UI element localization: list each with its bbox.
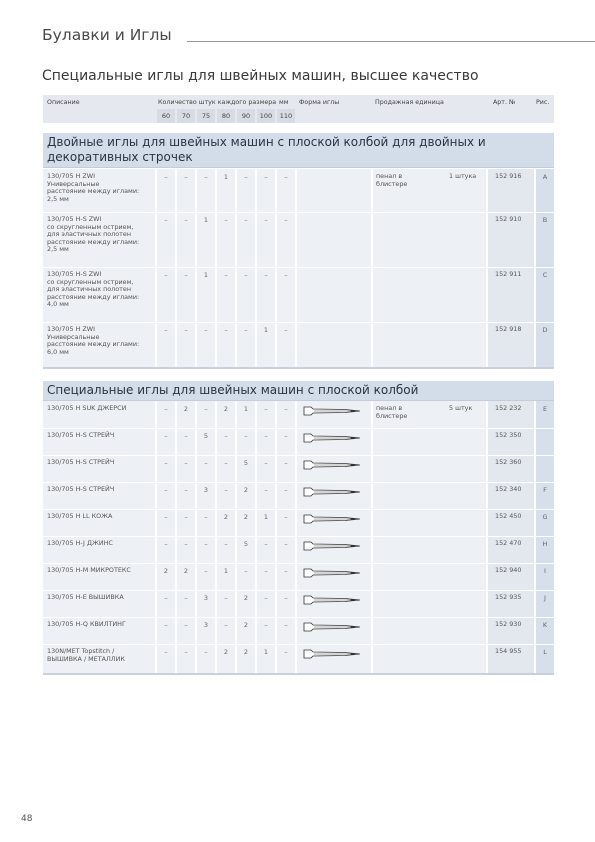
table2-title: Специальные иглы для швейных машин с плоской колбой xyxy=(43,381,554,401)
quantity-cell: 2 xyxy=(183,405,189,413)
quantity-cell: – xyxy=(224,540,228,548)
needle-shape-icon xyxy=(303,594,361,606)
special-needles-table xyxy=(43,381,554,673)
quantity-cell: 1 xyxy=(263,648,269,656)
figure-letter: B xyxy=(542,216,548,224)
row-description: 130/705 H ZWI Универсальные расстояние между иглами: 2,5 мм xyxy=(47,172,140,203)
quantity-cell: – xyxy=(204,513,208,521)
quantity-cell: – xyxy=(184,540,188,548)
row-description: 130/705 H-M МИКРОТЕКС xyxy=(47,566,131,574)
page-subtitle: Специальные иглы для швейных машин, высшее качество xyxy=(42,68,479,84)
quantity-cell: – xyxy=(184,326,188,334)
quantity-cell: – xyxy=(204,648,208,656)
article-number: 152 940 xyxy=(495,566,522,574)
quantity-cell: – xyxy=(224,459,228,467)
quantity-cell: – xyxy=(164,459,168,467)
needle-shape-icon xyxy=(303,567,361,579)
description-column xyxy=(43,401,155,673)
quantity-cell: – xyxy=(204,326,208,334)
quantity-cell: – xyxy=(184,486,188,494)
quantity-cell: – xyxy=(284,648,288,656)
quantity-column xyxy=(177,401,195,673)
quantity-cell: 3 xyxy=(203,621,209,629)
quantity-cell: – xyxy=(244,216,248,224)
quantity-cell: 2 xyxy=(183,567,189,575)
quantity-cell: – xyxy=(164,326,168,334)
quantity-cell: – xyxy=(284,216,288,224)
article-number: 152 910 xyxy=(495,215,522,223)
quantity-cell: – xyxy=(284,432,288,440)
quantity-column xyxy=(257,169,275,367)
row-description: 130/705 H-S СТРЕЙЧ xyxy=(47,458,115,466)
figure-letter: A xyxy=(542,173,548,181)
quantity-cell: – xyxy=(284,459,288,467)
row-separator xyxy=(43,267,554,268)
row-description: 130/705 H-S СТРЕЙЧ xyxy=(47,485,115,493)
header-rule xyxy=(187,41,595,42)
table-bottom-shadow xyxy=(43,673,554,675)
quantity-cell: – xyxy=(164,540,168,548)
quantity-cell: – xyxy=(284,540,288,548)
needle-shape-icon xyxy=(303,648,361,660)
quantity-cell: – xyxy=(264,173,268,181)
quantity-cell: – xyxy=(204,173,208,181)
size-header-value: 100 xyxy=(259,112,273,120)
quantity-column xyxy=(237,401,255,673)
quantity-cell: 1 xyxy=(203,216,209,224)
quantity-cell: – xyxy=(164,621,168,629)
needle-shape-icon xyxy=(303,405,361,417)
quantity-cell: – xyxy=(184,271,188,279)
article-number: 154 955 xyxy=(495,647,522,655)
quantity-cell: 1 xyxy=(263,513,269,521)
quantity-cell: – xyxy=(184,621,188,629)
sale-unit-text: 1 штука xyxy=(449,172,477,180)
size-header-value: 60 xyxy=(161,112,171,120)
figure-letter: C xyxy=(542,271,548,279)
quantity-cell: 2 xyxy=(223,648,229,656)
row-separator xyxy=(43,455,554,456)
quantity-cell: 2 xyxy=(243,513,249,521)
figure-letter: K xyxy=(542,621,548,629)
header-shape: Форма иглы xyxy=(299,99,340,106)
quantity-cell: 5 xyxy=(243,459,249,467)
quantity-cell: 2 xyxy=(243,486,249,494)
quantity-cell: – xyxy=(224,621,228,629)
twin-needles-table xyxy=(43,133,554,367)
article-column xyxy=(488,169,534,367)
quantity-cell: – xyxy=(264,594,268,602)
figure-letter: I xyxy=(544,567,546,575)
needle-shape-icon xyxy=(303,540,361,552)
article-column xyxy=(488,401,534,673)
quantity-cell: – xyxy=(204,567,208,575)
row-separator xyxy=(43,212,554,213)
article-number: 152 935 xyxy=(495,593,522,601)
row-description: 130/705 H-S ZWI со скругленным острием, для эластичных полотен расстояние между иглами: 4,0 мм xyxy=(47,270,140,309)
quantity-cell: – xyxy=(264,486,268,494)
row-separator xyxy=(43,617,554,618)
quantity-cell: – xyxy=(204,459,208,467)
quantity-cell: – xyxy=(264,621,268,629)
quantity-cell: – xyxy=(284,621,288,629)
article-number: 152 340 xyxy=(495,485,522,493)
quantity-column xyxy=(217,169,235,367)
row-separator xyxy=(43,590,554,591)
quantity-cell: 1 xyxy=(243,405,249,413)
article-number: 152 930 xyxy=(495,620,522,628)
size-header-value: 110 xyxy=(279,112,293,120)
figure-letter: L xyxy=(543,648,547,656)
quantity-cell: – xyxy=(264,216,268,224)
header-unit-mm: мм xyxy=(279,99,289,106)
figure-letter: J xyxy=(544,594,546,602)
packaging-text: пенал в блистере xyxy=(376,404,408,420)
quantity-cell: – xyxy=(224,271,228,279)
article-number: 152 360 xyxy=(495,458,522,466)
header-quantity: Количество штук каждого размера xyxy=(158,99,277,106)
quantity-cell: – xyxy=(164,432,168,440)
article-number: 152 232 xyxy=(495,404,522,412)
quantity-cell: 3 xyxy=(203,594,209,602)
quantity-cell: – xyxy=(244,271,248,279)
quantity-cell: – xyxy=(204,540,208,548)
row-separator xyxy=(43,482,554,483)
needle-shape-icon xyxy=(303,486,361,498)
quantity-cell: – xyxy=(204,405,208,413)
size-header-value: 70 xyxy=(181,112,191,120)
quantity-cell: – xyxy=(224,326,228,334)
row-description: 130/705 H-Q КВИЛТИНГ xyxy=(47,620,126,628)
quantity-cell: – xyxy=(284,486,288,494)
quantity-cell: 2 xyxy=(243,648,249,656)
quantity-cell: 2 xyxy=(243,594,249,602)
article-number: 152 450 xyxy=(495,512,522,520)
quantity-cell: – xyxy=(184,459,188,467)
quantity-cell: – xyxy=(244,326,248,334)
quantity-column xyxy=(157,401,175,673)
page-number: 48 xyxy=(21,814,33,824)
quantity-cell: 1 xyxy=(203,271,209,279)
table-bottom-shadow xyxy=(43,367,554,369)
quantity-cell: – xyxy=(184,432,188,440)
quantity-column xyxy=(277,169,295,367)
row-separator xyxy=(43,428,554,429)
quantity-cell: – xyxy=(284,513,288,521)
figure-letter: D xyxy=(542,326,548,334)
row-separator xyxy=(43,509,554,510)
quantity-cell: – xyxy=(164,486,168,494)
quantity-cell: – xyxy=(164,594,168,602)
quantity-cell: – xyxy=(224,432,228,440)
quantity-cell: – xyxy=(184,648,188,656)
quantity-column xyxy=(177,169,195,367)
quantity-cell: – xyxy=(224,216,228,224)
table1-title: Двойные иглы для швейных машин с плоской колбой для двойных и декоративных строчек xyxy=(43,133,554,168)
header-article: Арт. № xyxy=(493,99,516,106)
sale-unit-column xyxy=(373,169,486,367)
quantity-cell: – xyxy=(164,648,168,656)
row-separator xyxy=(43,563,554,564)
needle-shape-icon xyxy=(303,513,361,525)
quantity-cell: – xyxy=(284,594,288,602)
figure-column xyxy=(536,401,554,673)
quantity-column xyxy=(197,401,215,673)
quantity-cell: – xyxy=(284,173,288,181)
page-header xyxy=(42,26,595,46)
quantity-cell: – xyxy=(164,405,168,413)
quantity-cell: 1 xyxy=(263,326,269,334)
article-number: 152 350 xyxy=(495,431,522,439)
quantity-cell: – xyxy=(284,326,288,334)
figure-column xyxy=(536,169,554,367)
quantity-cell: – xyxy=(244,173,248,181)
header-figure: Рис. xyxy=(536,99,550,106)
header-description: Описание xyxy=(47,99,80,106)
quantity-cell: – xyxy=(184,216,188,224)
quantity-column xyxy=(257,401,275,673)
header-sale-unit: Продажная единица xyxy=(375,99,444,106)
size-header-value: 80 xyxy=(221,112,231,120)
sale-unit-column xyxy=(373,401,486,673)
quantity-cell: – xyxy=(164,271,168,279)
quantity-column xyxy=(197,169,215,367)
quantity-cell: – xyxy=(264,540,268,548)
quantity-cell: 2 xyxy=(243,621,249,629)
row-description: 130/705 H-S СТРЕЙЧ xyxy=(47,431,115,439)
quantity-column xyxy=(277,401,295,673)
quantity-cell: – xyxy=(164,216,168,224)
figure-letter: H xyxy=(542,540,548,548)
quantity-cell: – xyxy=(224,594,228,602)
needle-shape-icon xyxy=(303,432,361,444)
quantity-cell: – xyxy=(184,173,188,181)
quantity-cell: 1 xyxy=(223,173,229,181)
quantity-cell: 1 xyxy=(223,567,229,575)
sale-unit-text: 5 штук xyxy=(449,404,473,412)
quantity-cell: 5 xyxy=(203,432,209,440)
article-number: 152 911 xyxy=(495,270,522,278)
quantity-cell: – xyxy=(264,271,268,279)
quantity-cell: – xyxy=(264,567,268,575)
page-title: Булавки и Иглы xyxy=(42,26,172,44)
article-number: 152 918 xyxy=(495,325,522,333)
quantity-cell: – xyxy=(164,173,168,181)
quantity-cell: 2 xyxy=(223,405,229,413)
row-separator xyxy=(43,644,554,645)
size-header-value: 75 xyxy=(201,112,211,120)
article-number: 152 470 xyxy=(495,539,522,547)
row-description: 130/705 H SUK ДЖЕРСИ xyxy=(47,404,127,412)
row-separator xyxy=(43,322,554,323)
row-description: 130/705 H-J ДЖИНС xyxy=(47,539,113,547)
row-description: 130/705 H LL КОЖА xyxy=(47,512,113,520)
quantity-cell: 2 xyxy=(223,513,229,521)
quantity-cell: – xyxy=(184,513,188,521)
quantity-column xyxy=(217,401,235,673)
quantity-cell: – xyxy=(264,459,268,467)
row-description: 130N/MET Topstitch / ВЫШИВКА / МЕТАЛЛИК xyxy=(47,647,125,663)
shape-column xyxy=(297,169,371,367)
quantity-cell: 3 xyxy=(203,486,209,494)
quantity-cell: – xyxy=(264,405,268,413)
figure-letter: F xyxy=(543,486,547,494)
article-number: 152 916 xyxy=(495,172,522,180)
quantity-cell: – xyxy=(224,486,228,494)
quantity-cell: 5 xyxy=(243,540,249,548)
quantity-cell: – xyxy=(244,432,248,440)
figure-letter: G xyxy=(542,513,548,521)
quantity-cell: – xyxy=(164,513,168,521)
quantity-column xyxy=(237,169,255,367)
quantity-cell: – xyxy=(244,567,248,575)
size-header-value: 90 xyxy=(241,112,251,120)
packaging-text: пенал в блистере xyxy=(376,172,408,188)
quantity-cell: – xyxy=(284,567,288,575)
row-description: 130/705 H-E ВЫШИВКА xyxy=(47,593,124,601)
quantity-cell: – xyxy=(264,432,268,440)
needle-shape-icon xyxy=(303,621,361,633)
needle-shape-icon xyxy=(303,459,361,471)
quantity-cell: – xyxy=(184,594,188,602)
quantity-cell: – xyxy=(284,405,288,413)
quantity-cell: – xyxy=(284,271,288,279)
quantity-cell: 2 xyxy=(163,567,169,575)
figure-letter: E xyxy=(542,405,548,413)
row-description: 130/705 H-S ZWI со скругленным острием, для эластичных полотен расстояние между иглами: 2,5 мм xyxy=(47,215,140,254)
row-separator xyxy=(43,536,554,537)
quantity-column xyxy=(157,169,175,367)
row-description: 130/705 H ZWI Универсальные расстояние между иглами: 6,0 мм xyxy=(47,325,140,356)
